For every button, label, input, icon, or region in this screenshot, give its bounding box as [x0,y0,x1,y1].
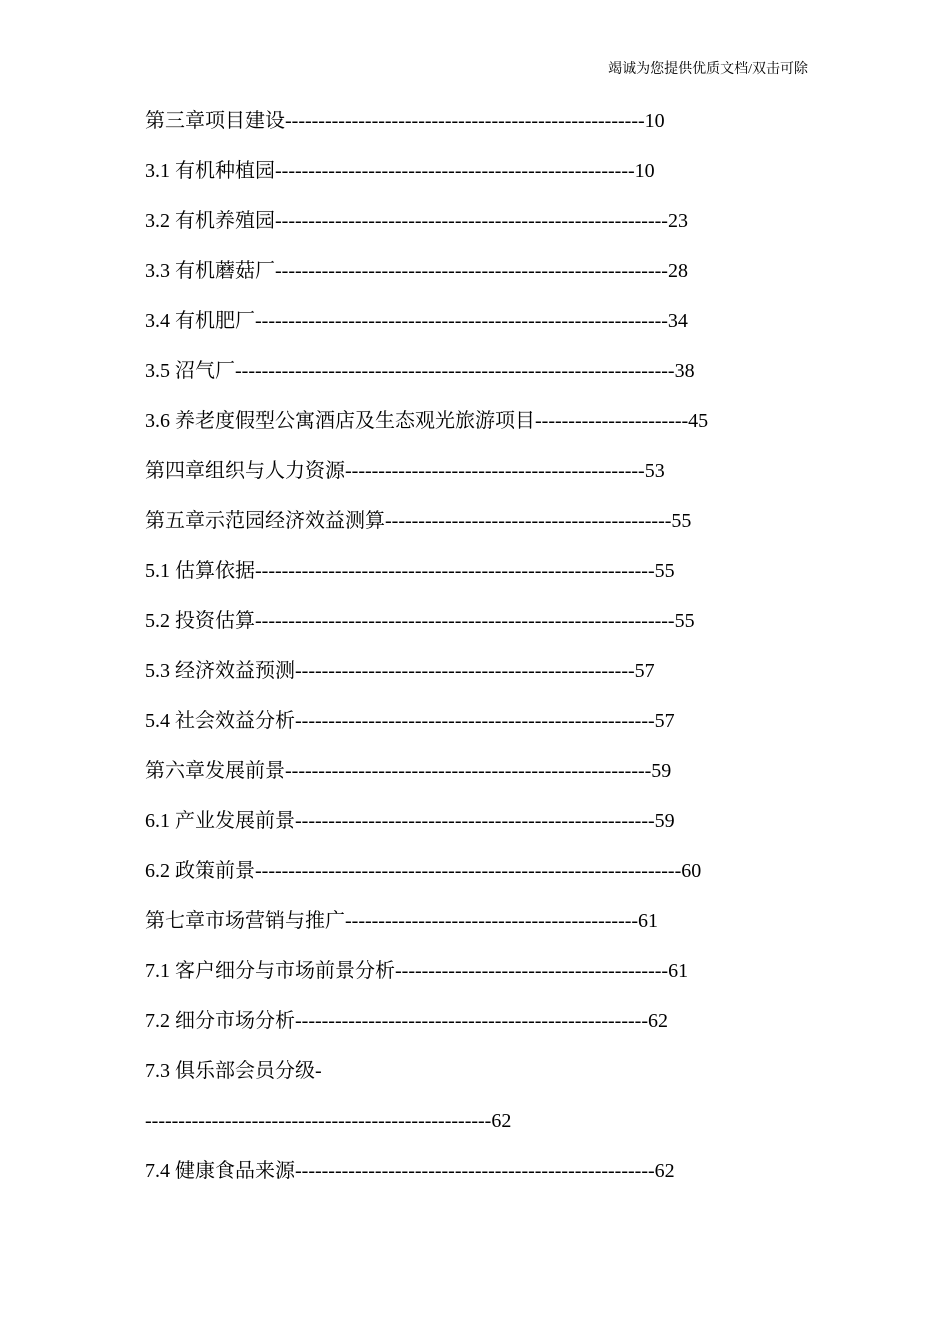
toc-entry-3-6: 3.6 养老度假型公寓酒店及生态观光旅游项目-----------------------45 [145,410,709,432]
toc-entry-5-1: 5.1 估算依据------------------------------------------------------------55 [145,560,675,582]
toc-entry-7-4: 7.4 健康食品来源------------------------------------------------------62 [145,1160,675,1182]
toc-entry-5-3: 5.3 经济效益预测---------------------------------------------------57 [145,660,655,682]
toc-entry-7-2: 7.2 细分市场分析-----------------------------------------------------62 [145,1010,668,1032]
toc-entry-3-5: 3.5 沼气厂------------------------------------------------------------------38 [145,360,695,382]
toc-entry-3-1: 3.1 有机种植园------------------------------------------------------10 [145,160,655,182]
toc-entry-3-2: 3.2 有机养殖园-----------------------------------------------------------23 [145,210,688,232]
table-of-contents [145,103,825,1203]
toc-entry-7-3: 7.3 俱乐部会员分级- [145,1060,322,1082]
toc-entry-6-1: 6.1 产业发展前景------------------------------------------------------59 [145,810,675,832]
toc-entry-7-3-continuation: ----------------------------------------------------62 [145,1110,512,1132]
toc-entry-chapter-5: 第五章示范园经济效益测算-------------------------------------------55 [145,510,692,532]
toc-entry-5-4: 5.4 社会效益分析------------------------------------------------------57 [145,710,675,732]
toc-entry-chapter-7: 第七章市场营销与推广--------------------------------------------61 [145,910,659,932]
toc-entry-7-1: 7.1 客户细分与市场前景分析-----------------------------------------61 [145,960,689,982]
toc-entry-3-4: 3.4 有机肥厂--------------------------------------------------------------34 [145,310,688,332]
page-header: 竭诚为您提供优质文档/双击可除 [608,62,808,77]
toc-entry-5-2: 5.2 投资估算---------------------------------------------------------------55 [145,610,695,632]
toc-entry-chapter-4: 第四章组织与人力资源---------------------------------------------53 [145,460,665,482]
toc-entry-chapter-3: 第三章项目建设------------------------------------------------------10 [145,110,665,132]
toc-entry-3-3: 3.3 有机蘑菇厂-----------------------------------------------------------28 [145,260,688,282]
toc-entry-6-2: 6.2 政策前景----------------------------------------------------------------60 [145,860,702,882]
toc-entry-chapter-6: 第六章发展前景-------------------------------------------------------59 [145,760,672,782]
